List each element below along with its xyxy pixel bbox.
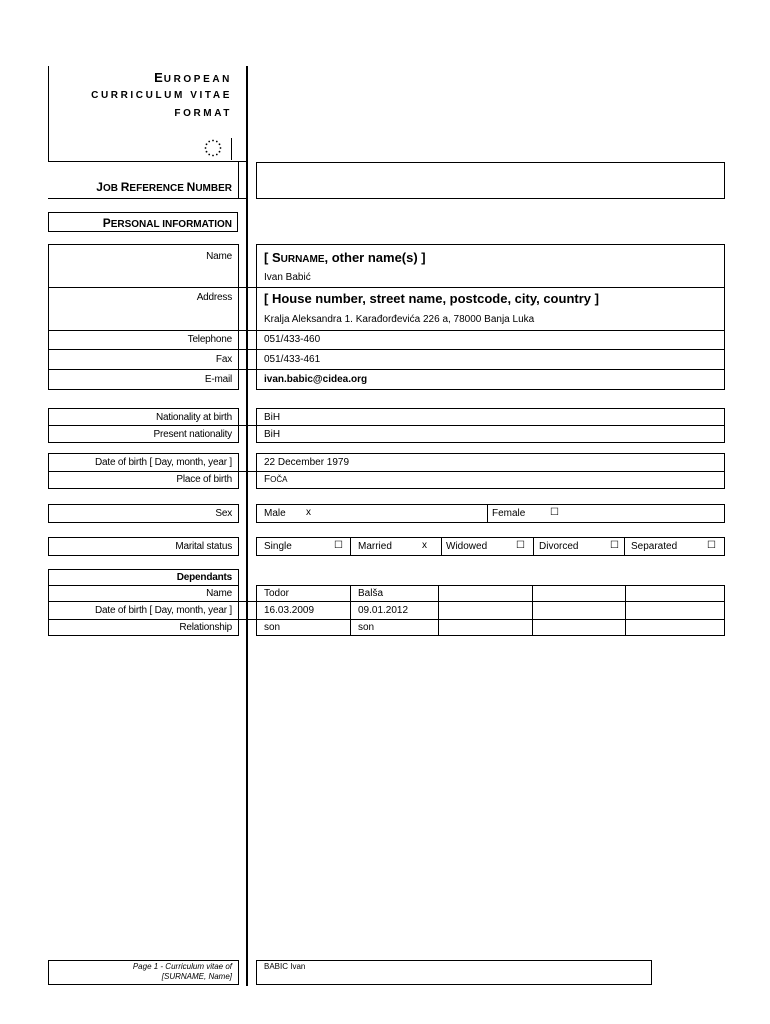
nationality-separator — [48, 425, 725, 426]
dependants-col-divider-2 — [438, 585, 439, 636]
personal-information-heading: PERSONAL INFORMATION — [102, 216, 232, 230]
sex-male-checkbox[interactable]: x — [306, 507, 311, 518]
sex-right-box — [256, 504, 725, 523]
email-label: E-mail — [204, 374, 232, 385]
fax-label: Fax — [215, 354, 232, 365]
dependant-1-relationship: son — [264, 622, 281, 633]
eu-stars-icon — [203, 138, 223, 158]
marital-widowed-checkbox[interactable]: ☐ — [516, 540, 525, 551]
sex-label: Sex — [215, 508, 232, 519]
marital-divorced-option[interactable]: Divorced — [539, 541, 579, 552]
dependants-name-label: Name — [206, 588, 232, 599]
place-of-birth-value: FOČA — [264, 474, 288, 485]
dependants-separator-2 — [48, 601, 725, 602]
dependant-2-relationship: son — [358, 622, 375, 633]
cv-title-line-3: FORMAT — [174, 108, 232, 119]
nationality-at-birth-value: BiH — [264, 412, 281, 423]
dependants-col-divider-3 — [532, 585, 533, 636]
marital-divider-4 — [624, 537, 625, 556]
dependants-col-divider-4 — [625, 585, 626, 636]
dependant-2-name: Balša — [358, 588, 384, 599]
fax-value: 051/433-461 — [264, 354, 321, 365]
row-separator-address — [48, 287, 725, 288]
marital-divider-3 — [533, 537, 534, 556]
name-label: Name — [206, 251, 232, 262]
footer-page-info: Page 1 - Curriculum vitae of [SURNAME, Name] — [132, 962, 232, 981]
address-label: Address — [196, 292, 232, 303]
sex-female-checkbox[interactable]: ☐ — [550, 507, 559, 518]
dependants-dob-label: Date of birth [ Day, month, year ] — [95, 605, 232, 616]
marital-married-checkbox[interactable]: x — [422, 540, 427, 551]
present-nationality-label: Present nationality — [153, 429, 232, 440]
address-heading: [ House number, street name, postcode, city, country ] — [264, 291, 599, 306]
row-separator-email — [48, 369, 725, 370]
sex-female-option[interactable]: Female — [492, 508, 526, 519]
telephone-label: Telephone — [187, 334, 232, 345]
birth-separator — [48, 471, 725, 472]
marital-single-option[interactable]: Single — [264, 541, 292, 552]
marital-divider-2 — [441, 537, 442, 556]
cv-title-line-2: CURRICULUM VITAE — [91, 90, 232, 101]
main-divider-line — [246, 66, 248, 986]
name-heading: [ SURNAME, other name(s) ] — [264, 250, 426, 265]
address-value: Kralja Aleksandra 1. Karađorđevića 226 a, 78000 Banja Luka — [264, 314, 535, 325]
dependant-1-dob: 16.03.2009 — [264, 605, 315, 616]
dependants-heading: Dependants — [176, 572, 232, 583]
email-value[interactable]: ivan.babic@cidea.org — [264, 374, 368, 385]
job-reference-tick — [238, 162, 239, 199]
job-reference-label: JOB REFERENCE NUMBER — [96, 180, 232, 194]
date-of-birth-value: 22 December 1979 — [264, 457, 350, 468]
row-separator-fax — [48, 349, 725, 350]
header-tick-line — [231, 138, 232, 160]
dependants-separator-1 — [48, 585, 239, 586]
dependant-1-name: Todor — [264, 588, 290, 599]
dependants-col-divider-1 — [350, 585, 351, 636]
place-of-birth-label: Place of birth — [176, 474, 232, 485]
marital-divider-1 — [350, 537, 351, 556]
row-separator-telephone — [48, 330, 725, 331]
dependant-2-dob: 09.01.2012 — [358, 605, 409, 616]
marital-divorced-checkbox[interactable]: ☐ — [610, 540, 619, 551]
present-nationality-value: BiH — [264, 429, 281, 440]
sex-divider — [487, 504, 488, 523]
dependants-separator-3 — [48, 619, 725, 620]
date-of-birth-label: Date of birth [ Day, month, year ] — [95, 457, 232, 468]
name-value: Ivan Babić — [264, 272, 311, 283]
marital-status-label: Marital status — [175, 541, 232, 552]
footer-name: BABIC Ivan — [264, 962, 306, 971]
dependants-right-box — [256, 585, 725, 636]
marital-separated-checkbox[interactable]: ☐ — [707, 540, 716, 551]
job-reference-box — [256, 162, 725, 199]
dependants-relationship-label: Relationship — [179, 622, 232, 633]
header-bottom-line — [48, 161, 248, 162]
marital-single-checkbox[interactable]: ☐ — [334, 540, 343, 551]
marital-separated-option[interactable]: Separated — [631, 541, 678, 552]
footer-right-box — [256, 960, 652, 985]
marital-widowed-option[interactable]: Widowed — [446, 541, 488, 552]
sex-male-option[interactable]: Male — [264, 508, 286, 519]
telephone-value: 051/433-460 — [264, 334, 321, 345]
nationality-at-birth-label: Nationality at birth — [155, 412, 232, 423]
job-reference-bottom-line — [48, 198, 248, 199]
cv-title-line-1: EUROPEAN — [154, 70, 232, 85]
marital-married-option[interactable]: Married — [358, 541, 392, 552]
